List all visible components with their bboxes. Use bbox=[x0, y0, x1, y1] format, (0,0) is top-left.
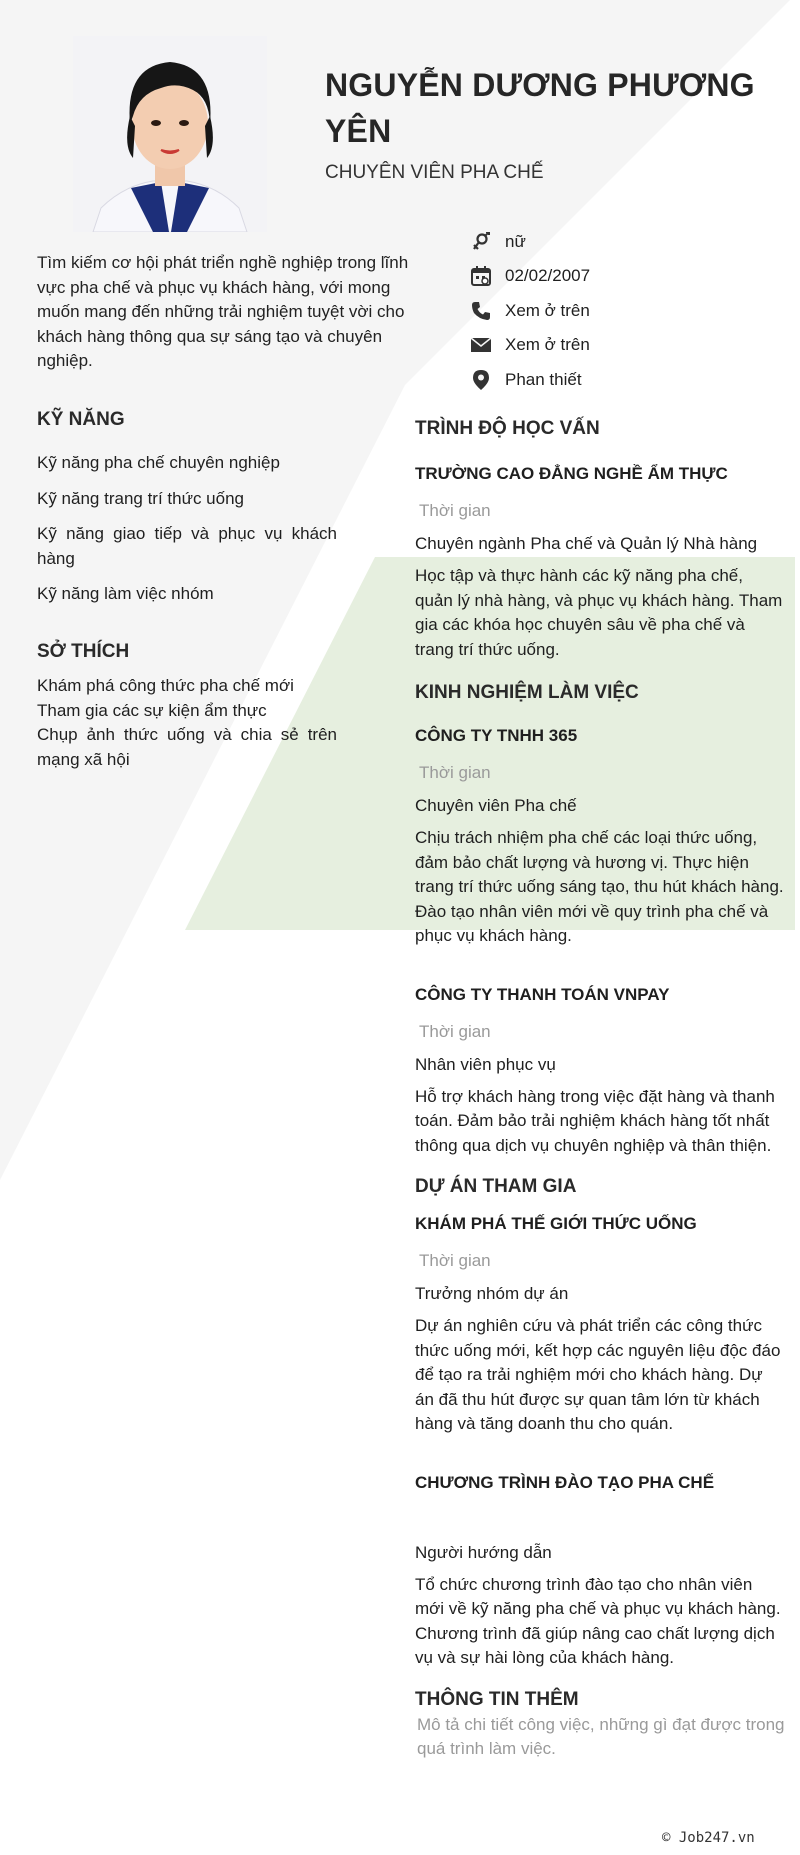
career-summary: Tìm kiếm cơ hội phát triển nghề nghiệp trong lĩnh vực pha chế và phục vụ khách hàng, với mong muốn mang đến những trải nghiệm tuyệt vời cho khách hàng thông qua sự sáng tạo và chuyên nghiệp. bbox=[37, 253, 409, 370]
experience-org: CÔNG TY THANH TOÁN VNPAY bbox=[415, 984, 670, 1004]
footer-watermark: © Job247.vn bbox=[662, 1830, 755, 1846]
education-major: Chuyên ngành Pha chế và Quản lý Nhà hàng bbox=[415, 534, 758, 553]
experience-time: Thời gian bbox=[419, 763, 491, 782]
experience-position: Nhân viên phục vụ bbox=[415, 1054, 556, 1074]
contact-phone bbox=[470, 299, 590, 322]
hobbies-heading: SỞ THÍCH bbox=[37, 641, 130, 662]
extra-info-text: Mô tả chi tiết công việc, những gì đạt được trong quá trình làm việc. bbox=[417, 1714, 785, 1758]
gender-value: nữ bbox=[505, 231, 526, 251]
skills-heading: KỸ NĂNG bbox=[37, 409, 125, 430]
project-name: KHÁM PHÁ THẾ GIỚI THỨC UỐNG bbox=[415, 1214, 697, 1233]
calendar-icon bbox=[470, 265, 492, 287]
birthdate-value: 02/02/2007 bbox=[505, 266, 591, 285]
contact-list bbox=[470, 230, 590, 403]
experience-desc: Hỗ trợ khách hàng trong việc đặt hàng và thanh toán. Đảm bảo trải nghiệm khách hàng tốt nhất thông qua dịch vụ chuyên nghiệp và thân thiện. bbox=[415, 1086, 775, 1155]
hobby-item: Tham gia các sự kiện ẩm thực bbox=[37, 700, 267, 720]
skill-item: Kỹ năng trang trí thức uống bbox=[37, 488, 245, 508]
experience-desc: Chịu trách nhiệm pha chế các loại thức uống, đảm bảo chất lượng và hương vị. Thực hiện trang trí thức uống sáng tạo, thu hút khách hàng. Đào tạo nhân viên mới về quy trình pha chế và phục vụ khách hàng. bbox=[415, 828, 784, 945]
hobbies-list bbox=[37, 674, 337, 772]
project-desc: Dự án nghiên cứu và phát triển các công thức thức uống mới, kết hợp các nguyên liệu độc đáo để tạo ra trải nghiệm mới cho khách hàng. Dự án đã thu hút được sự quan tâm lớn từ khách hàng và tăng doanh thu cho quán. bbox=[415, 1316, 781, 1433]
hobby-item: Khám phá công thức pha chế mới bbox=[37, 676, 294, 695]
projects-heading: DỰ ÁN THAM GIA bbox=[415, 1176, 577, 1197]
project-time: Thời gian bbox=[419, 1251, 491, 1270]
project-time bbox=[415, 1510, 785, 1530]
phone-icon bbox=[470, 300, 492, 322]
project-name: CHƯƠNG TRÌNH ĐÀO TẠO PHA CHẾ bbox=[415, 1472, 715, 1492]
project-role: Trưởng nhóm dự án bbox=[415, 1284, 569, 1303]
skill-item: Kỹ năng pha chế chuyên nghiệp bbox=[37, 453, 280, 472]
hobby-item: Chụp ảnh thức uống và chia sẻ trên mạng xã hội bbox=[37, 725, 337, 769]
gender-icon bbox=[470, 231, 492, 253]
map-pin-icon bbox=[470, 369, 492, 391]
avatar-illustration bbox=[73, 36, 267, 232]
location-value: Phan thiết bbox=[505, 369, 582, 389]
contact-email bbox=[470, 334, 590, 357]
education-time: Thời gian bbox=[419, 501, 491, 520]
education-desc: Học tập và thực hành các kỹ năng pha chế, quản lý nhà hàng, và phục vụ khách hàng. Tham gia các khóa học chuyên sâu về pha chế và trang trí thức uống. bbox=[415, 566, 783, 659]
candidate-name: NGUYỄN DƯƠNG PHƯƠNG YÊN bbox=[325, 67, 755, 149]
skill-item: Kỹ năng giao tiếp và phục vụ khách hàng bbox=[37, 524, 337, 568]
education-org: TRƯỜNG CAO ĐẲNG NGHỀ ẨM THỰC bbox=[415, 464, 728, 483]
experience-org: CÔNG TY TNHH 365 bbox=[415, 726, 578, 745]
contact-gender bbox=[470, 230, 590, 253]
extra-info-heading: THÔNG TIN THÊM bbox=[415, 1688, 579, 1710]
project-desc: Tổ chức chương trình đào tạo cho nhân viên mới về kỹ năng pha chế và phục vụ khách hàng. Chương trình đã giúp nâng cao chất lượng dịch vụ và sự hài lòng của khách hàng. bbox=[415, 1574, 781, 1667]
contact-location bbox=[470, 368, 590, 391]
experience-heading: KINH NGHIỆM LÀM VIỆC bbox=[415, 682, 639, 703]
education-heading: TRÌNH ĐỘ HỌC VẤN bbox=[415, 418, 600, 439]
skill-item: Kỹ năng làm việc nhóm bbox=[37, 584, 214, 603]
project-role: Người hướng dẫn bbox=[415, 1542, 552, 1562]
job-title: CHUYÊN VIÊN PHA CHẾ bbox=[325, 162, 544, 183]
email-value: Xem ở trên bbox=[505, 335, 590, 354]
phone-value: Xem ở trên bbox=[505, 300, 590, 320]
experience-position: Chuyên viên Pha chế bbox=[415, 796, 577, 815]
profile-photo bbox=[73, 36, 267, 232]
envelope-icon bbox=[470, 334, 492, 356]
right-column bbox=[415, 418, 785, 1762]
skills-list bbox=[37, 451, 337, 618]
contact-birthdate bbox=[470, 265, 590, 288]
experience-time: Thời gian bbox=[419, 1021, 491, 1041]
